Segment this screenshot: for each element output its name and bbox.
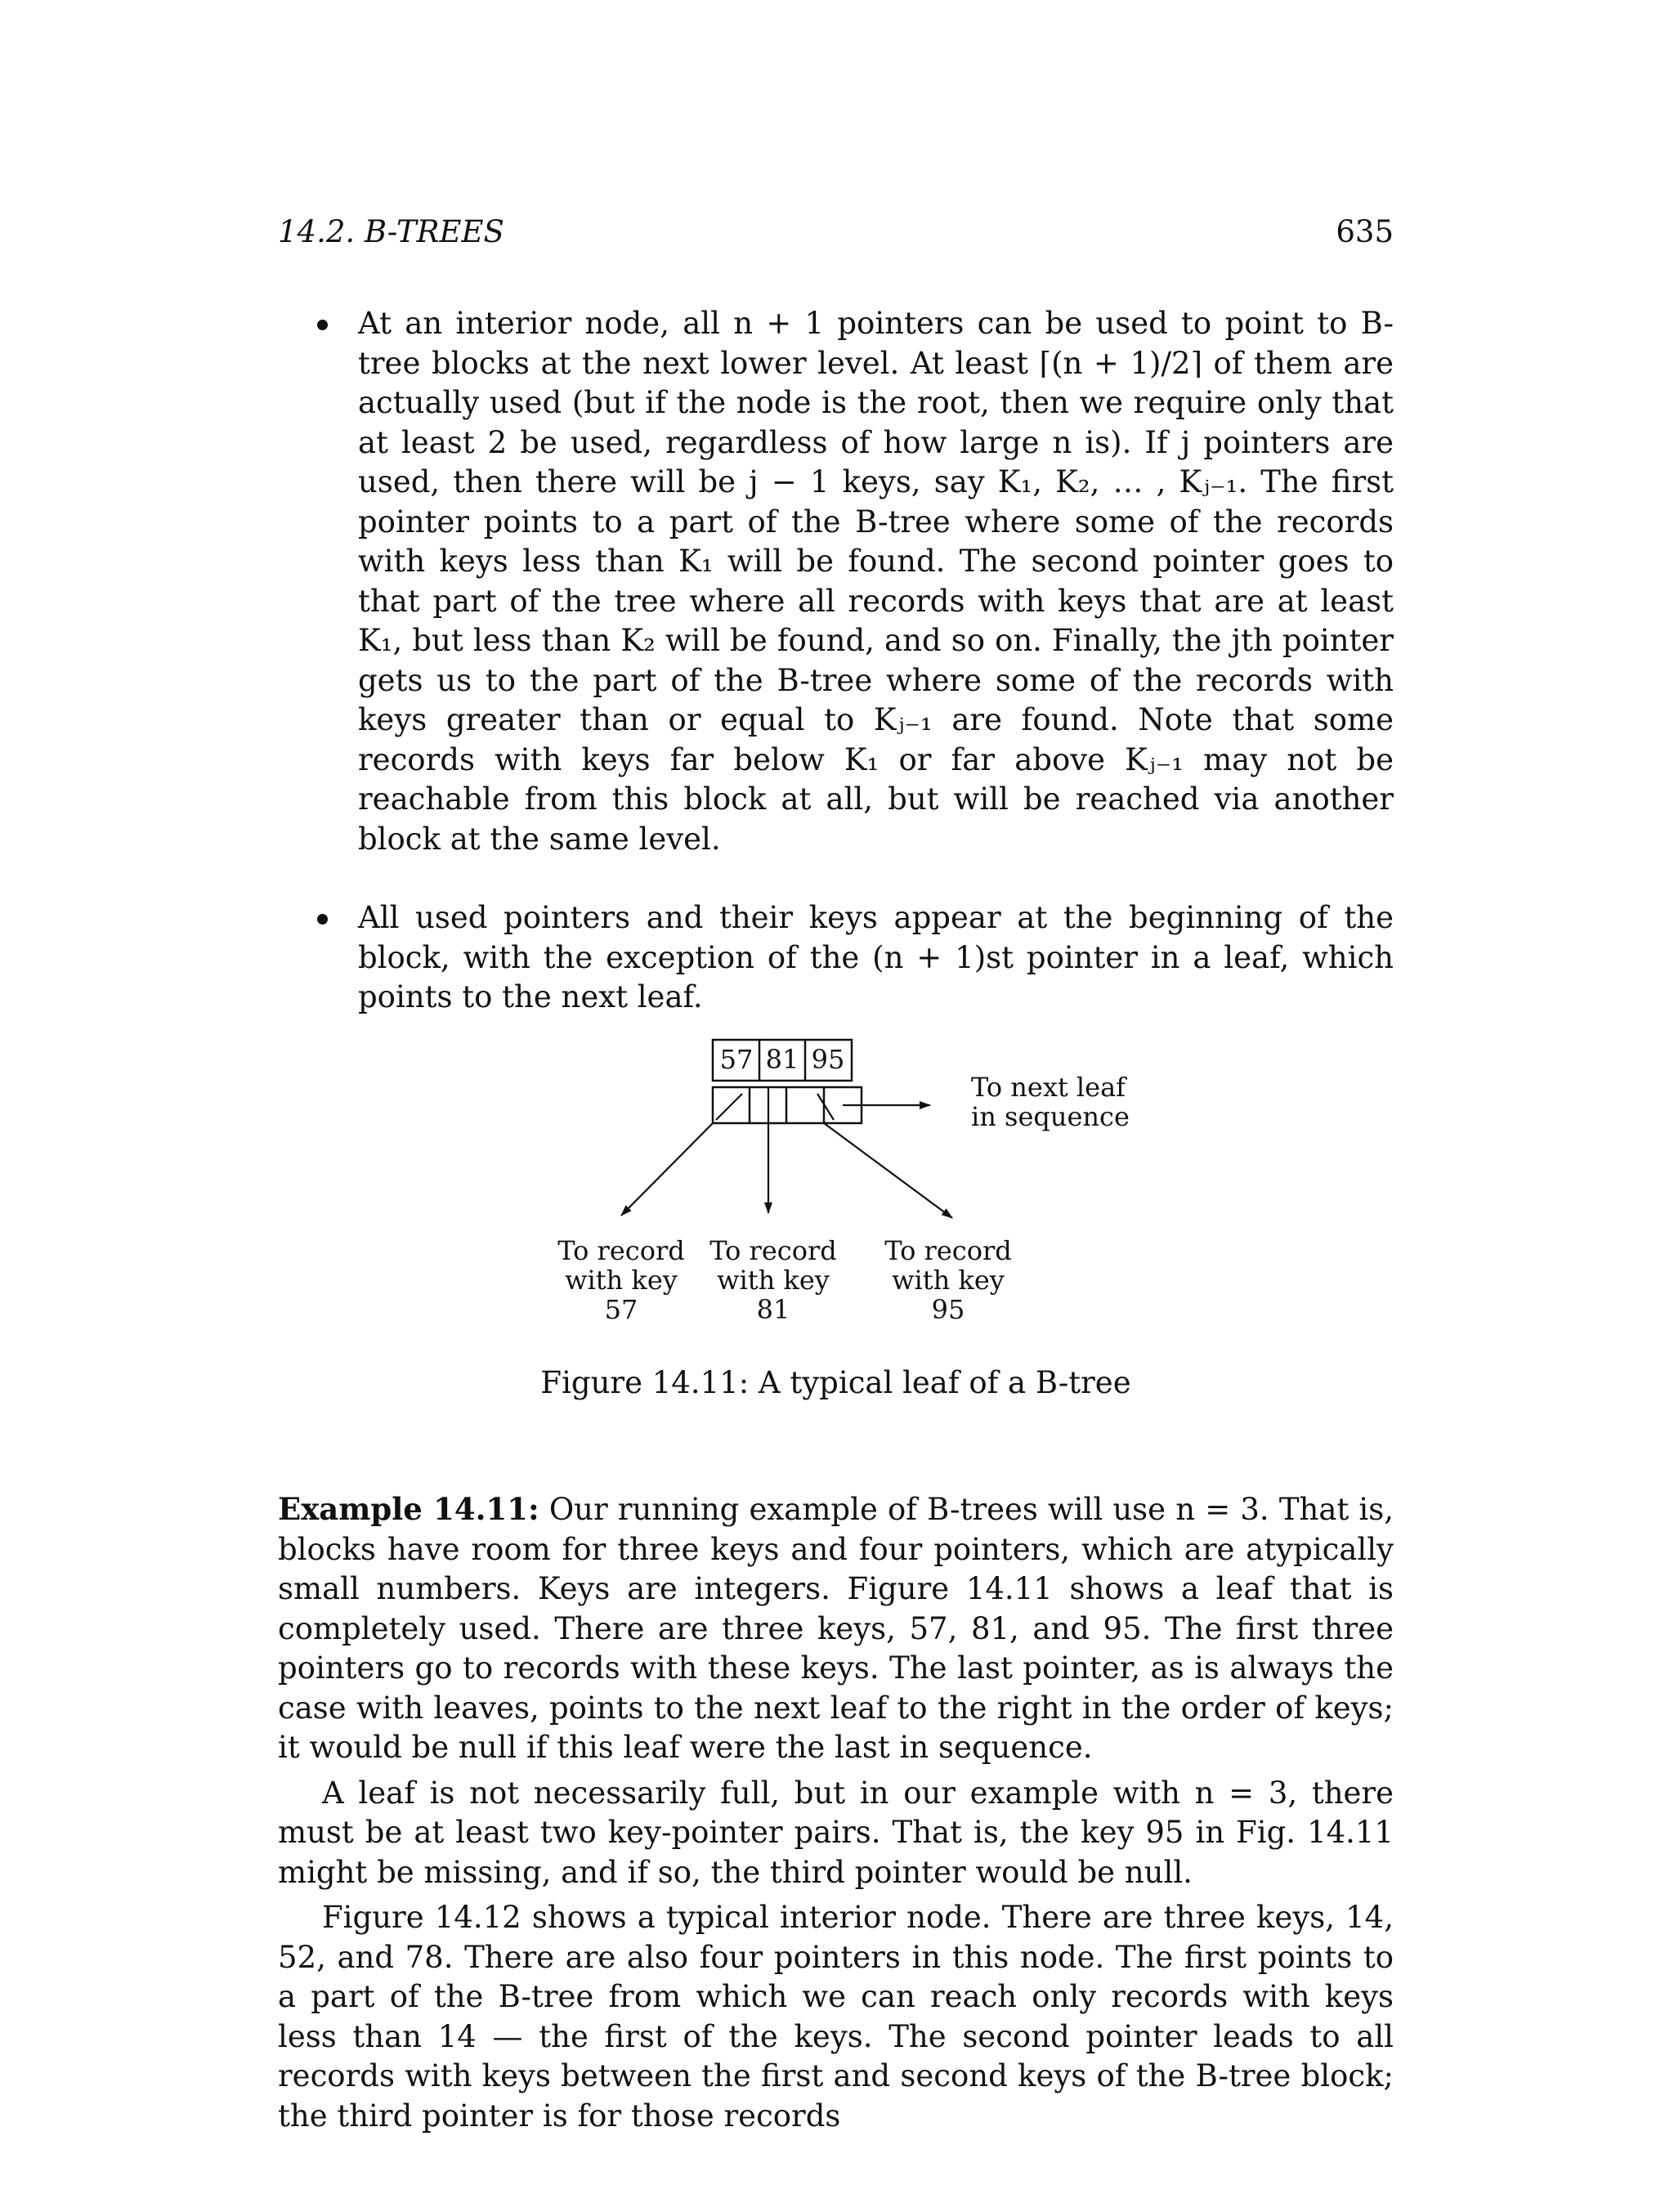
key-57: 57 <box>719 1044 754 1075</box>
next-leaf-label-line1: To next leaf <box>971 1072 1126 1103</box>
figure-leaf-diagram <box>523 1032 1177 1375</box>
record-label-line: 95 <box>931 1294 965 1325</box>
record-label-line: 81 <box>756 1294 790 1325</box>
pointer-slash-1 <box>716 1094 742 1120</box>
bullet-list <box>278 304 1394 1018</box>
next-leaf-label <box>971 1072 1130 1131</box>
next-leaf-label-line2: in sequence <box>971 1101 1130 1132</box>
record-label-line: with key <box>565 1265 678 1296</box>
example-paragraph-1 <box>278 1489 1394 1768</box>
example-text-1: Our running example of B-trees will use n = 3. That is, blocks have room for three keys and four pointers, which are atypically small numbers. Keys are integers. Figure 14.11 shows a leaf that is completely used. There are three keys, 57, 81, and 95. The first three pointers go to records with these keys. The last pointer, as is always the case with leaves, points to the next leaf to the right in the order of keys; it would be null if this leaf were the last in sequence. <box>278 1492 1394 1765</box>
record-label-81 <box>708 1236 839 1324</box>
key-81: 81 <box>765 1044 799 1075</box>
record-label-95 <box>883 1236 1014 1324</box>
example-paragraph-3: Figure 14.12 shows a typical interior node. There are three keys, 14, 52, and 78. There are also four pointers in this node. The first points to a part of the B-tree from which we can reach only records with keys less than 14 — the first of the keys. The second pointer leads to all records with keys between the first and second keys of the B-tree block; the third pointer is for those records <box>278 1900 1394 2134</box>
arrow-to-record-57 <box>621 1123 713 1216</box>
record-label-line: To record <box>884 1235 1012 1266</box>
bullet-dot <box>317 914 328 925</box>
bullet-interior-node <box>278 304 1394 859</box>
figure-caption: Figure 14.11: A typical leaf of a B-tree <box>540 1365 1131 1400</box>
record-label-line: To record <box>557 1235 685 1266</box>
record-label-line: with key <box>892 1265 1005 1296</box>
bullet-text: At an interior node, all n + 1 pointers can be used to point to B-tree blocks at the next lower level. At least ⌈(n + 1)/2⌉ of them are actually used (but if the node is the root, then we require only that at least 2 be used, regardless of how large n is). If j pointers are used, then there will be j − 1 keys, say K₁, K₂, … , Kⱼ₋₁. The first pointer points to a part of the B-tree where some of the records with keys less than K₁ will be found. The second pointer goes to that part of the tree where all records with keys that are at least K₁, but less than K₂ will be found, and so on. Finally, the jth pointer gets us to the part of the B-tree where some of the records with keys greater than or equal to Kⱼ₋₁ are found. Note that some records with keys far below K₁ or far above Kⱼ₋₁ may not be reachable from this block at all, but will be reached via another block at the same level. <box>358 306 1394 857</box>
running-header <box>278 214 1394 255</box>
bullet-dot <box>317 320 328 330</box>
bullet-used-pointers <box>278 898 1394 1018</box>
example-14-11 <box>278 1489 1394 2136</box>
section-title: 14.2. B-TREES <box>278 214 504 249</box>
record-label-line: To record <box>709 1235 837 1266</box>
record-label-line: 57 <box>604 1294 638 1325</box>
key-95: 95 <box>811 1044 845 1075</box>
record-label-line: with key <box>717 1265 830 1296</box>
arrow-to-record-95 <box>824 1123 952 1218</box>
example-label: Example 14.11: <box>278 1491 539 1527</box>
pointer-slash-3 <box>817 1094 834 1120</box>
record-label-57 <box>556 1236 687 1324</box>
bullet-text: All used pointers and their keys appear at the beginning of the block, with the exception of the (n + 1)st pointer in a leaf, which points to the next leaf. <box>358 900 1394 1014</box>
example-paragraph-2: A leaf is not necessarily full, but in our example with n = 3, there must be at least two key-pointer pairs. That is, the key 95 in Fig. 14.11 might be missing, and if so, the third pointer would be null. <box>278 1775 1394 1890</box>
page-number: 635 <box>1336 214 1394 249</box>
